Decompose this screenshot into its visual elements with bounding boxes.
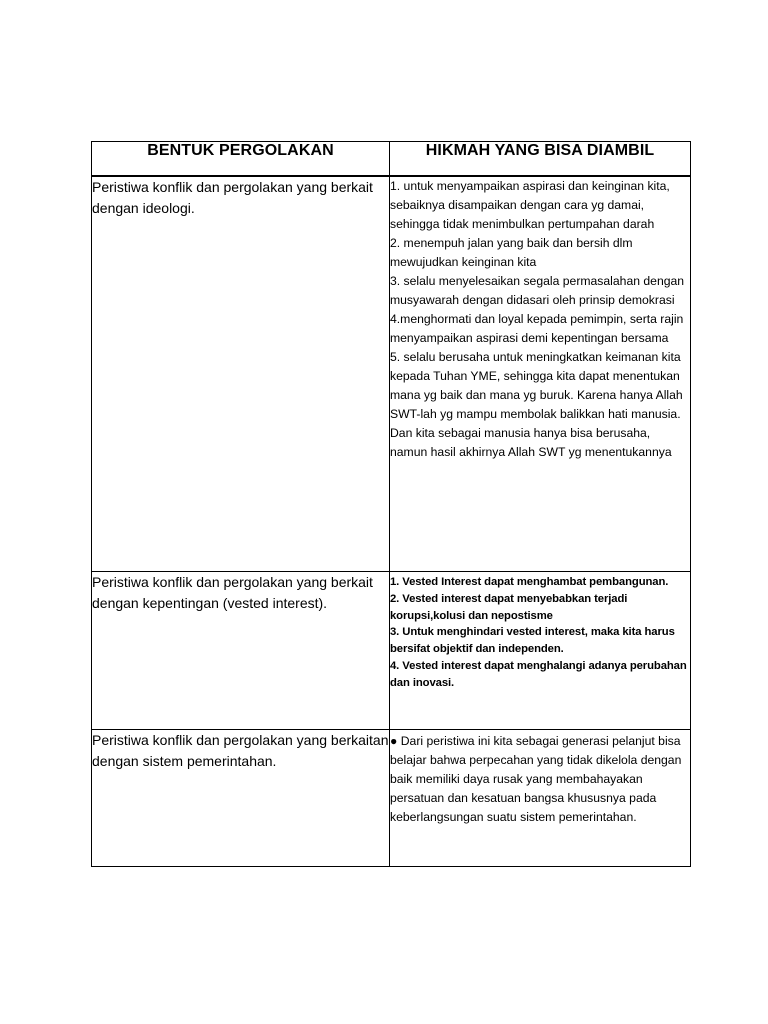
hikmah-item: 3. selalu menyelesaikan segala permasalahan dengan musyawarah dengan didasari oleh prinsip demokrasi — [390, 274, 685, 307]
table-header-row — [92, 142, 691, 177]
hikmah-item: 4.menghormati dan loyal kepada pemimpin, serta rajin menyampaikan aspirasi demi kepentingan bersama — [390, 312, 684, 345]
bentuk-cell: Peristiwa konflik dan pergolakan yang berkaitan dengan sistem pemerintahan. — [92, 730, 390, 867]
hikmah-cell — [390, 572, 691, 730]
hikmah-item: 4. Vested interest dapat menghalangi adanya perubahan dan inovasi. — [390, 659, 687, 689]
table-row — [92, 572, 691, 730]
pergolakan-table — [91, 141, 691, 867]
bentuk-cell: Peristiwa konflik dan pergolakan yang berkait dengan kepentingan (vested interest). — [92, 572, 390, 730]
hikmah-item: 2. menempuh jalan yang baik dan bersih dlm mewujudkan keinginan kita — [390, 236, 633, 269]
header-hikmah: HIKMAH YANG BISA DIAMBIL — [390, 142, 691, 177]
hikmah-cell — [390, 730, 691, 867]
hikmah-item: 3. Untuk menghindari vested interest, maka kita harus bersifat objektif dan independen. — [390, 626, 675, 656]
hikmah-item: 2. Vested interest dapat menyebabkan terjadi korupsi,kolusi dan nepostisme — [390, 592, 628, 622]
hikmah-item: ● Dari peristiwa ini kita sebagai generasi pelanjut bisa belajar bahwa perpecahan yang tidak dikelola dengan baik memiliki daya rusak yang membahayakan persatuan dan kesatuan bangsa khususnya pada keberlangsungan suatu sistem pemerintahan. — [390, 734, 682, 824]
table-row — [92, 176, 691, 572]
table-row — [92, 730, 691, 867]
hikmah-cell — [390, 176, 691, 572]
header-bentuk-pergolakan: BENTUK PERGOLAKAN — [92, 142, 390, 177]
hikmah-item: 1. Vested Interest dapat menghambat pembangunan. — [390, 576, 669, 588]
hikmah-item: 1. untuk menyampaikan aspirasi dan keinginan kita, sebaiknya disampaikan dengan cara yg damai, sehingga tidak menimbulkan pertumpahan darah — [390, 179, 670, 231]
bentuk-cell: Peristiwa konflik dan pergolakan yang berkait dengan ideologi. — [92, 176, 390, 572]
hikmah-item: 5. selalu berusaha untuk meningkatkan keimanan kita kepada Tuhan YME, sehingga kita dapat menentukan mana yg baik dan mana yg buruk. Karena hanya Allah SWT-lah yg mampu membolak balikkan hati manusia. Dan kita sebagai manusia hanya bisa berusaha, namun hasil akhirnya Allah SWT yg menentukannya — [390, 350, 683, 459]
